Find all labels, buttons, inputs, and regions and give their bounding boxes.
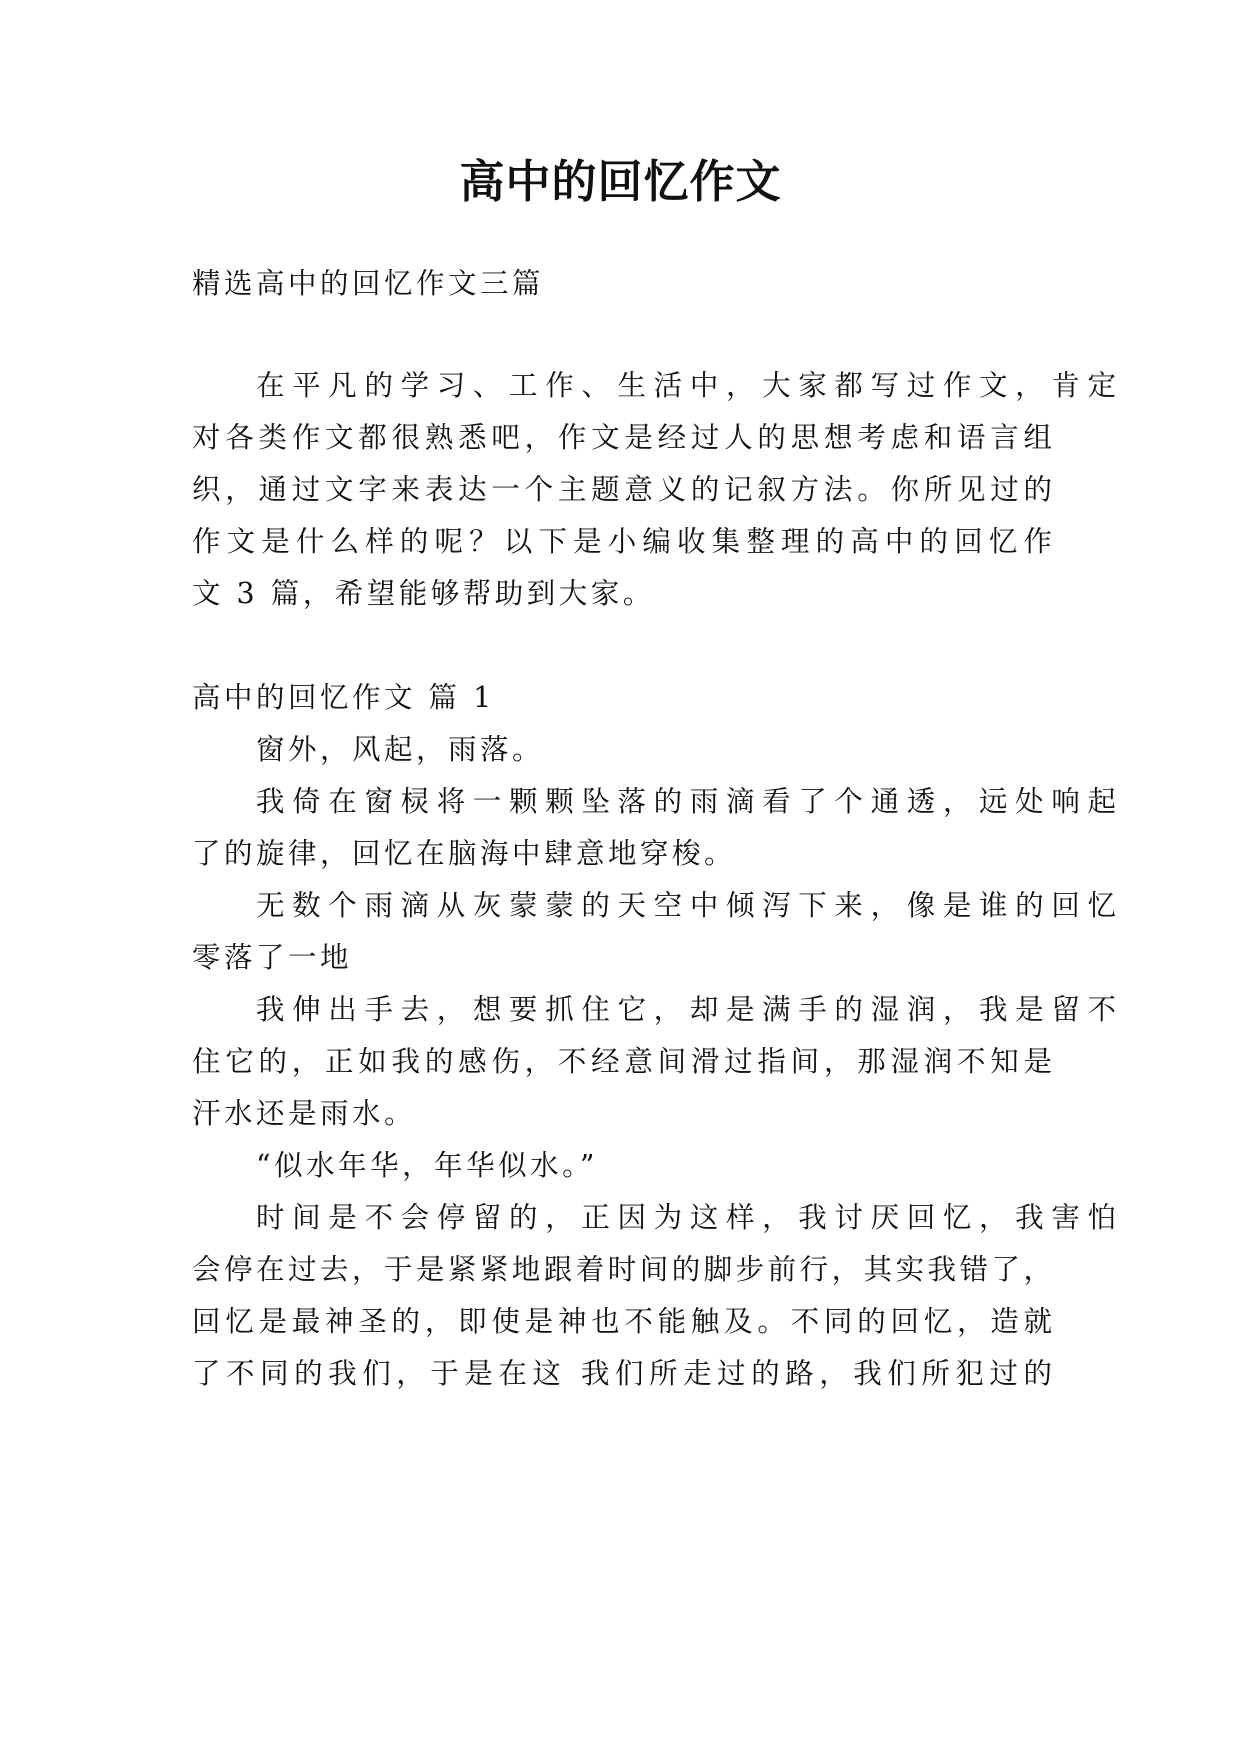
body-line: 零落了一地 [192,941,353,974]
document-subtitle: 精选高中的回忆作文三篇 [192,267,545,300]
intro-line: 对各类作文都很熟悉吧，作文是经过人的思想考虑和语言组 [192,421,1052,454]
body-line: 我伸出手去，想要抓住它，却是满手的湿润，我是留不 [256,993,1116,1026]
intro-line: 织，通过文字来表达一个主题意义的记叙方法。你所见过的 [192,473,1052,506]
body-line: 我倚在窗棂将一颗颗坠落的雨滴看了个通透，远处响起 [256,785,1116,818]
body-line: 住它的，正如我的感伤，不经意间滑过指间，那湿润不知是 [192,1045,1052,1078]
body-line: “似水年华，年华似水。” [256,1149,598,1182]
intro-line: 文 3 篇，希望能够帮助到大家。 [192,577,655,610]
section-heading: 高中的回忆作文 篇 1 [192,681,495,714]
body-line: 回忆是最神圣的，即使是神也不能触及。不同的回忆，造就 [192,1305,1052,1338]
body-line: 时间是不会停留的，正因为这样，我讨厌回忆，我害怕 [256,1201,1116,1234]
body-line: 无数个雨滴从灰蒙蒙的天空中倾泻下来，像是谁的回忆 [256,889,1116,922]
body-line: 了的旋律，回忆在脑海中肆意地穿梭。 [192,837,737,870]
document-title: 高中的回忆作文 [459,155,782,208]
body-line: 会停在过去，于是紧紧地跟着时间的脚步前行，其实我错了， [192,1253,1052,1286]
intro-line: 在平凡的学习、工作、生活中，大家都写过作文，肯定 [256,369,1116,402]
body-line: 了不同的我们，于是在这 我们所走过的路，我们所犯过的 [192,1357,1052,1390]
intro-line: 作文是什么样的呢？以下是小编收集整理的高中的回忆作 [192,525,1052,558]
body-line: 窗外，风起，雨落。 [256,733,545,766]
body-line: 汗水还是雨水。 [192,1097,417,1130]
